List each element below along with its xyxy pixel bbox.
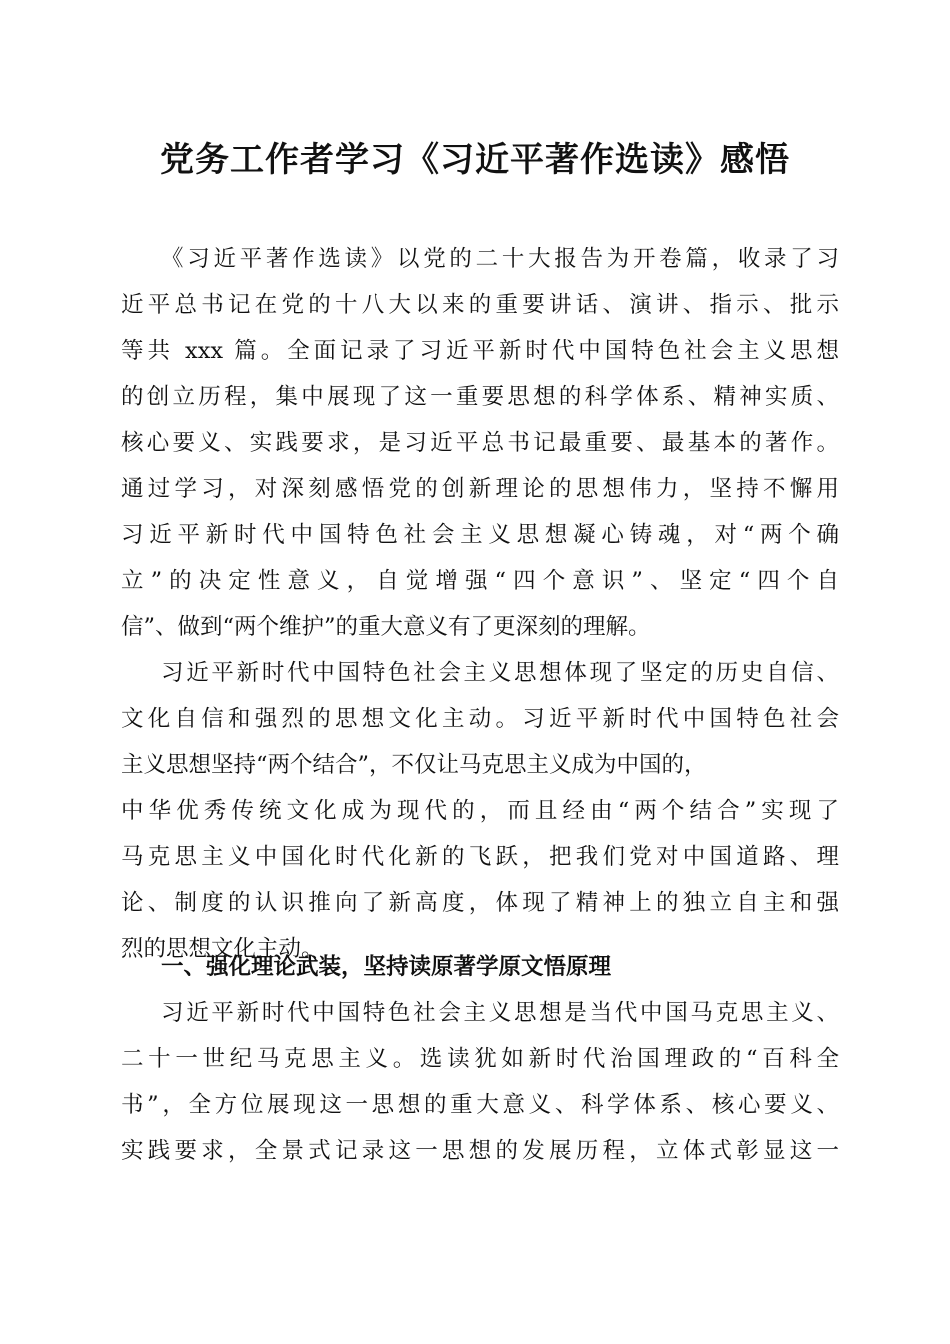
document-title: 党务工作者学习《习近平著作选读》感悟 [160,140,790,180]
text-line: 书”，全方位展现这一思想的重大意义、科学体系、核心要义、 [121,1092,839,1118]
paragraph-section1 [121,990,839,1174]
text-line: 等共 xxx 篇。全面记录了习近平新时代中国特色社会主义思想 [121,338,839,364]
text-line: 核心要义、实践要求，是习近平总书记最重要、最基本的著作。 [121,430,839,456]
text-line: 习近平新时代中国特色社会主义思想是当代中国马克思主义、 [161,1000,839,1026]
paragraph-thought [121,650,839,972]
text-line: 文化自信和强烈的思想文化主动。习近平新时代中国特色社会 [121,706,839,732]
text-line: 《习近平著作选读》以党的二十大报告为开卷篇，收录了习 [161,246,839,272]
text-line: 中华优秀传统文化成为现代的，而且经由“两个结合”实现了 [121,798,839,824]
text-line: 论、制度的认识推向了新高度，体现了精神上的独立自主和强 [121,890,839,916]
text-line: 信”、做到“两个维护”的重大意义有了更深刻的理解。 [121,614,651,640]
text-line: 马克思主义中国化时代化新的飞跃，把我们党对中国道路、理 [121,844,839,870]
text-line: 习近平新时代中国特色社会主义思想凝心铸魂，对“两个确 [121,522,839,548]
text-line: 烈的思想文化主动。 [121,936,324,962]
text-line: 立”的决定性意义，自觉增强“四个意识”、坚定“四个自 [121,568,839,594]
text-line: 通过学习，对深刻感悟党的创新理论的思想伟力，坚持不懈用 [121,476,839,502]
text-line: 习近平新时代中国特色社会主义思想体现了坚定的历史自信、 [161,660,839,686]
section-heading: 一、强化理论武装，坚持读原著学原文悟原理 [161,954,612,980]
text-line: 的创立历程，集中展现了这一重要思想的科学体系、精神实质、 [121,384,839,410]
paragraph-intro [121,236,839,650]
section-heading-1 [121,944,839,990]
text-line: 实践要求，全景式记录这一思想的发展历程，立体式彰显这一 [121,1138,839,1164]
text-line: 主义思想坚持“两个结合”，不仅让马克思主义成为中国的， [121,752,707,778]
text-line: 二十一世纪马克思主义。选读犹如新时代治国理政的“百科全 [121,1046,839,1072]
text-line: 近平总书记在党的十八大以来的重要讲话、演讲、指示、批示 [121,292,839,318]
